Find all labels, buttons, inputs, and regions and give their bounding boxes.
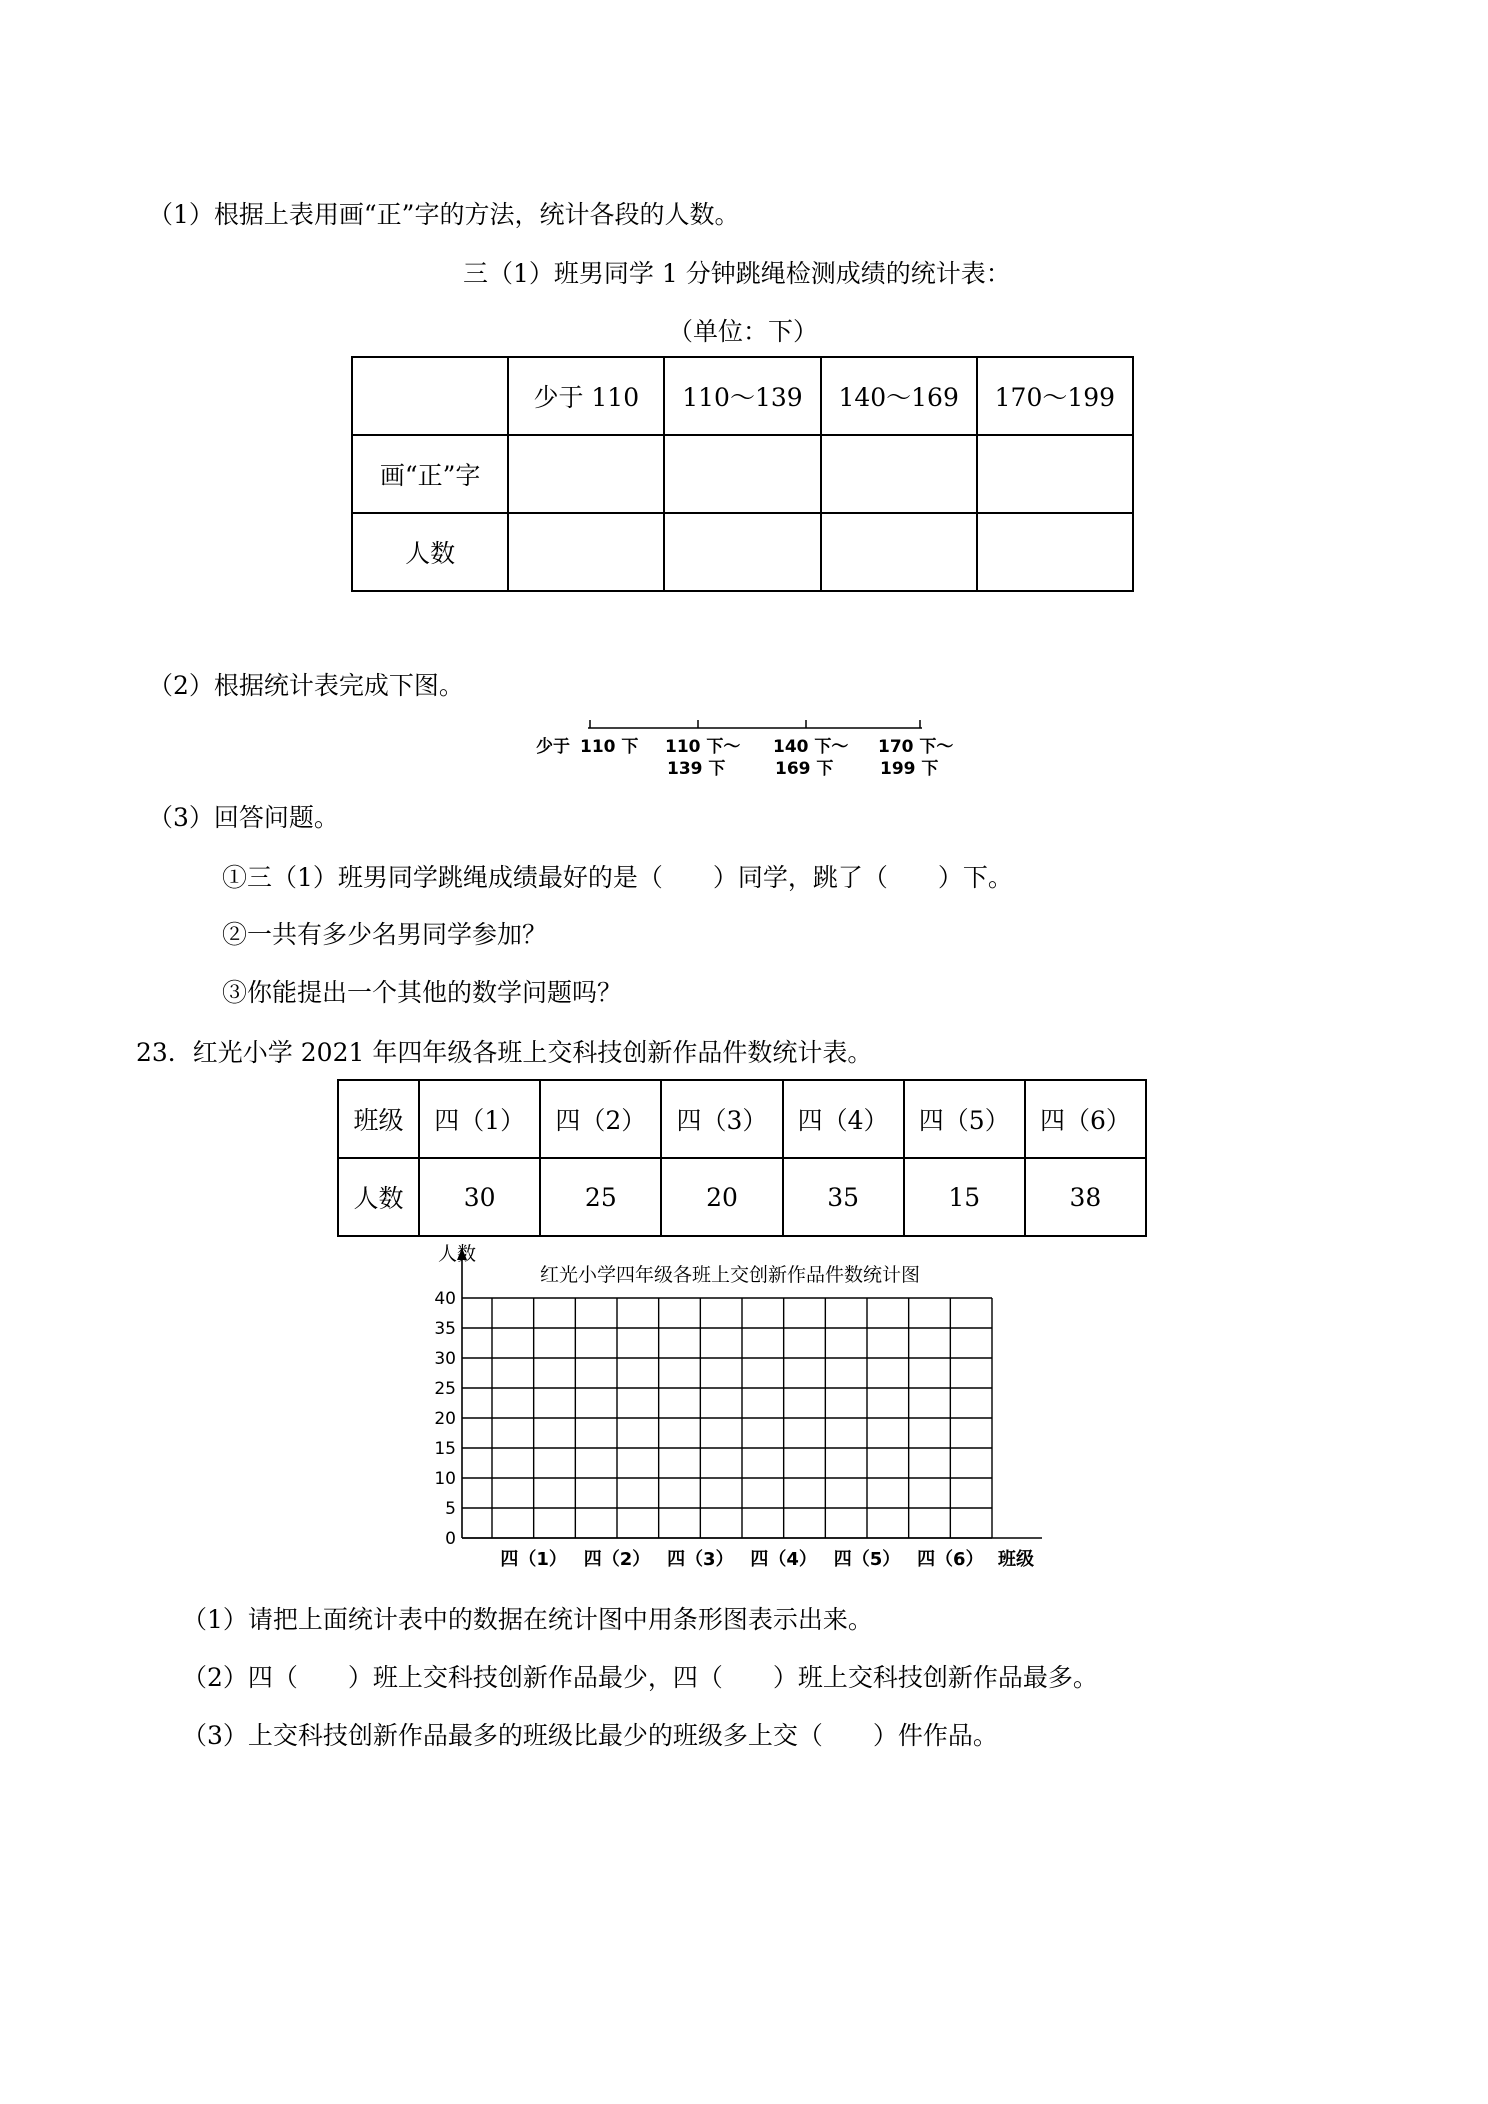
value-cell: 38 xyxy=(1025,1158,1146,1236)
value-cell: 20 xyxy=(661,1158,782,1236)
bar-chart xyxy=(410,1238,1070,1578)
x-tick-label: 四（1） xyxy=(500,1549,567,1570)
axis-label: 110 下～ xyxy=(665,737,741,757)
value-cell: 15 xyxy=(904,1158,1025,1236)
count-cell[interactable] xyxy=(821,513,977,591)
count-cell[interactable] xyxy=(664,513,820,591)
chart-xticks xyxy=(500,1549,983,1570)
class-cell: 四（3） xyxy=(661,1080,782,1158)
header-cell: 170～199 xyxy=(977,357,1133,435)
count-cell[interactable] xyxy=(508,513,664,591)
problem-23-title: 23．红光小学 2021 年四年级各班上交科技创新作品件数统计表。 xyxy=(136,1038,873,1067)
header-cell: 110～139 xyxy=(664,357,820,435)
tally-cell[interactable] xyxy=(977,435,1133,513)
row-label: 人数 xyxy=(338,1158,419,1236)
y-tick-label: 10 xyxy=(434,1469,456,1489)
count-cell[interactable] xyxy=(977,513,1133,591)
class-cell: 四（1） xyxy=(419,1080,540,1158)
y-tick-label: 30 xyxy=(434,1349,456,1369)
x-tick-label: 四（5） xyxy=(833,1549,901,1570)
axis-label: 199 下 xyxy=(880,759,939,779)
table-title: 三（1）班男同学 1 分钟跳绳检测成绩的统计表： xyxy=(463,259,1011,288)
header-cell: 少于 110 xyxy=(508,357,664,435)
class-works-table xyxy=(337,1079,1147,1237)
value-cell: 30 xyxy=(419,1158,540,1236)
class-cell: 四（2） xyxy=(540,1080,661,1158)
question-2-text: （2）根据统计表完成下图。 xyxy=(148,671,464,700)
axis-label: 169 下 xyxy=(775,759,834,779)
question-3-3-text: ③你能提出一个其他的数学问题吗？ xyxy=(222,978,623,1007)
axis-label: 少于 xyxy=(536,737,570,757)
chart-yticks xyxy=(434,1289,456,1549)
chart-ylabel: 人数 xyxy=(438,1243,477,1265)
tally-cell[interactable] xyxy=(821,435,977,513)
y-tick-label: 35 xyxy=(434,1319,456,1339)
y-tick-label: 5 xyxy=(445,1499,456,1519)
y-tick-label: 0 xyxy=(445,1529,456,1549)
chart-title: 红光小学四年级各班上交创新作品件数统计图 xyxy=(540,1264,921,1286)
chart-grid xyxy=(457,1248,1042,1538)
tally-cell[interactable] xyxy=(664,435,820,513)
x-tick-label: 四（3） xyxy=(667,1549,734,1570)
problem-23-q2: （2）四（ ）班上交科技创新作品最少，四（ ）班上交科技创新作品最多。 xyxy=(182,1663,1098,1692)
class-cell: 四（4） xyxy=(783,1080,904,1158)
tally-cell[interactable] xyxy=(508,435,664,513)
header-cell xyxy=(352,357,508,435)
row-label: 班级 xyxy=(338,1080,419,1158)
axis-label: 140 下～ xyxy=(773,737,849,757)
y-tick-label: 20 xyxy=(434,1409,456,1429)
value-cell: 25 xyxy=(540,1158,661,1236)
x-tick-label: 四（2） xyxy=(583,1549,651,1570)
question-3-1-text: ①三（1）班男同学跳绳成绩最好的是（ ）同学，跳了（ ）下。 xyxy=(222,863,1013,892)
class-cell: 四（6） xyxy=(1025,1080,1146,1158)
range-axis-figure xyxy=(530,712,970,782)
axis-label: 139 下 xyxy=(667,759,726,779)
question-1-text: （1）根据上表用画“正”字的方法，统计各段的人数。 xyxy=(148,200,740,229)
header-cell: 140～169 xyxy=(821,357,977,435)
row-label: 画“正”字 xyxy=(352,435,508,513)
y-tick-label: 25 xyxy=(434,1379,456,1399)
chart-xlabel: 班级 xyxy=(998,1549,1034,1570)
problem-23-q3: （3）上交科技创新作品最多的班级比最少的班级多上交（ ）件作品。 xyxy=(182,1721,998,1750)
question-3-text: （3）回答问题。 xyxy=(148,803,339,832)
axis-label: 110 下 xyxy=(580,737,639,757)
y-tick-label: 40 xyxy=(434,1289,456,1309)
jump-rope-table xyxy=(351,356,1134,592)
table-unit: （单位：下） xyxy=(668,317,819,346)
y-tick-label: 15 xyxy=(434,1439,456,1459)
problem-23-q1: （1）请把上面统计表中的数据在统计图中用条形图表示出来。 xyxy=(182,1605,873,1634)
row-label: 人数 xyxy=(352,513,508,591)
x-tick-label: 四（4） xyxy=(750,1549,817,1570)
axis-label: 170 下～ xyxy=(878,737,954,757)
class-cell: 四（5） xyxy=(904,1080,1025,1158)
question-3-2-text: ②一共有多少名男同学参加？ xyxy=(222,920,548,949)
x-tick-label: 四（6） xyxy=(917,1549,984,1570)
value-cell: 35 xyxy=(783,1158,904,1236)
